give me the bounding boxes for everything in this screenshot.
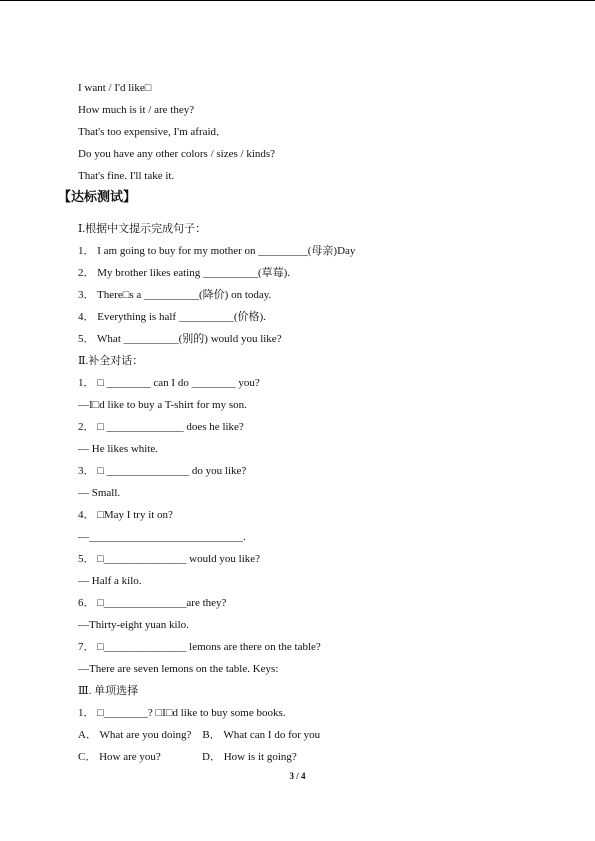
section2-item: — Small. bbox=[78, 487, 121, 499]
section2-item: — He likes white. bbox=[78, 443, 159, 455]
section3-option: A． What are you doing? B． What can I do for you bbox=[78, 729, 321, 741]
section2-item: —Thirty-eight yuan kilo. bbox=[78, 619, 189, 631]
section2-title: Ⅱ.补全对话： bbox=[78, 355, 144, 367]
section2-item: —____________________________. bbox=[78, 531, 246, 543]
section2-item: 5． □_______________ would you like? bbox=[78, 553, 261, 565]
page-number: 3 / 4 bbox=[289, 771, 306, 781]
phrase-line: How much is it / are they? bbox=[78, 104, 195, 116]
section2-item: 6． □_______________are they? bbox=[78, 597, 227, 609]
section2-item: 1． □ ________ can I do ________ you? bbox=[78, 377, 260, 389]
section1-item: 5． What __________(别的) would you like? bbox=[78, 333, 282, 345]
section3-item: 1． □________? □I□d like to buy some books. bbox=[78, 707, 286, 719]
phrase-line: Do you have any other colors / sizes / kinds? bbox=[78, 148, 276, 160]
phrase-line: I want / I'd like□ bbox=[78, 82, 152, 94]
section1-item: 1． I am going to buy for my mother on _________(母亲)Day bbox=[78, 245, 356, 257]
section2-item: 4． □May I try it on? bbox=[78, 509, 173, 521]
section2-item: 7． □_______________ lemons are there on the table? bbox=[78, 641, 321, 653]
section2-item: —I□d like to buy a T-shirt for my son. bbox=[78, 399, 247, 411]
section1-item: 2． My brother likes eating __________(草莓). bbox=[78, 267, 291, 279]
section2-item: 2． □ ______________ does he like? bbox=[78, 421, 244, 433]
phrase-line: That's fine. I'll take it. bbox=[78, 170, 175, 182]
phrase-line: That's too expensive, I'm afraid． bbox=[78, 126, 228, 138]
section1-item: 4． Everything is half __________(价格). bbox=[78, 311, 266, 323]
section2-item: 3． □ _______________ do you like? bbox=[78, 465, 247, 477]
section1-title: Ⅰ.根据中文提示完成句子： bbox=[78, 223, 207, 235]
section2-item: — Half a kilo. bbox=[78, 575, 142, 587]
test-heading: 【达标测试】 bbox=[58, 190, 137, 205]
section1-item: 3． There□s a __________(降价) on today. bbox=[78, 289, 272, 301]
section3-option: C． How are you? D． How is it going? bbox=[78, 751, 297, 763]
section3-title: Ⅲ. 单项选择 bbox=[78, 685, 139, 697]
section2-item: —There are seven lemons on the table. Keys: bbox=[78, 663, 279, 675]
